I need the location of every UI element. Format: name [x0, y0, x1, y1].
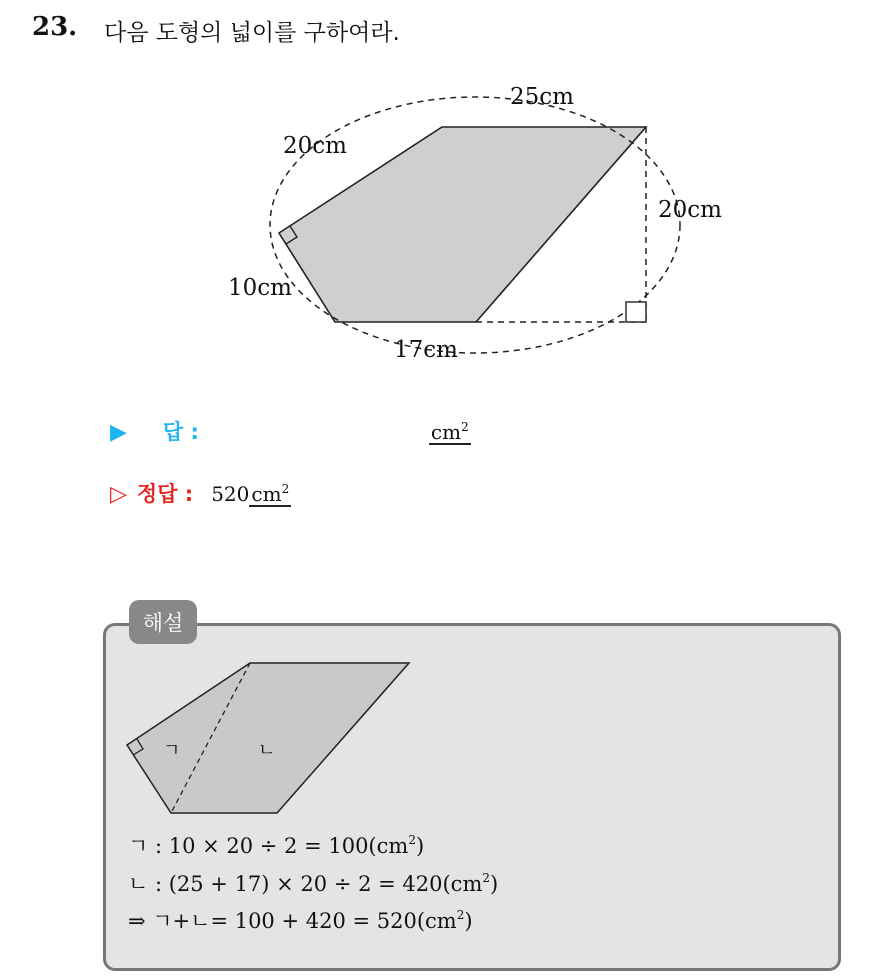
solution-line-2 — [128, 868, 498, 898]
correct-unit-text: cm — [251, 482, 282, 506]
solution-line-2-text: ㄴ : (25 + 17) × 20 ÷ 2 = 420(cm — [128, 872, 483, 896]
correct-answer-row — [110, 478, 291, 508]
correct-marker-icon: ▷ — [110, 482, 127, 507]
right-angle-mark-bottom — [626, 302, 646, 322]
label-top: 25cm — [510, 84, 574, 110]
answer-marker-icon: ▶ — [110, 420, 127, 445]
answer-unit-exponent: 2 — [461, 420, 469, 434]
label-left: 10cm — [228, 275, 292, 301]
label-bottom: 17cm — [394, 337, 458, 363]
solution-label-a: ㄱ — [163, 740, 181, 761]
answer-unit[interactable] — [429, 416, 471, 445]
answer-unit-text: cm — [430, 420, 462, 444]
problem-figure — [0, 0, 884, 380]
solution-line-3-exp: 2 — [456, 908, 465, 922]
label-upper-left: 20cm — [283, 133, 347, 159]
solution-tag: 해설 — [129, 600, 197, 644]
solution-line-2-exp: 2 — [482, 871, 490, 885]
solution-line-1-tail: ) — [415, 834, 425, 858]
question-text: 다음 도형의 넓이를 구하여라. — [104, 20, 400, 46]
solution-line-3-text: ⇒ ㄱ+ㄴ= 100 + 420 = 520(cm — [128, 909, 457, 933]
answer-row — [110, 416, 471, 446]
solution-line-3-tail: ) — [464, 909, 473, 933]
correct-unit — [249, 478, 291, 507]
solution-line-2-tail: ) — [490, 872, 499, 896]
solution-line-1-text: ㄱ : 10 × 20 ÷ 2 = 100(cm — [128, 834, 409, 858]
solution-quadrilateral — [127, 663, 409, 813]
solution-line-1-exp: 2 — [408, 833, 416, 847]
correct-label: 정답 : — [136, 482, 194, 506]
correct-unit-exponent: 2 — [281, 482, 290, 496]
solution-figure — [0, 640, 500, 830]
question-number: 23. — [32, 12, 78, 42]
solution-line-3 — [128, 905, 473, 935]
answer-label: 답 : — [162, 420, 199, 444]
label-right: 20cm — [658, 197, 722, 223]
solution-line-1 — [128, 830, 424, 860]
correct-value: 520 — [211, 482, 250, 506]
solution-label-b: ㄴ — [258, 740, 276, 761]
